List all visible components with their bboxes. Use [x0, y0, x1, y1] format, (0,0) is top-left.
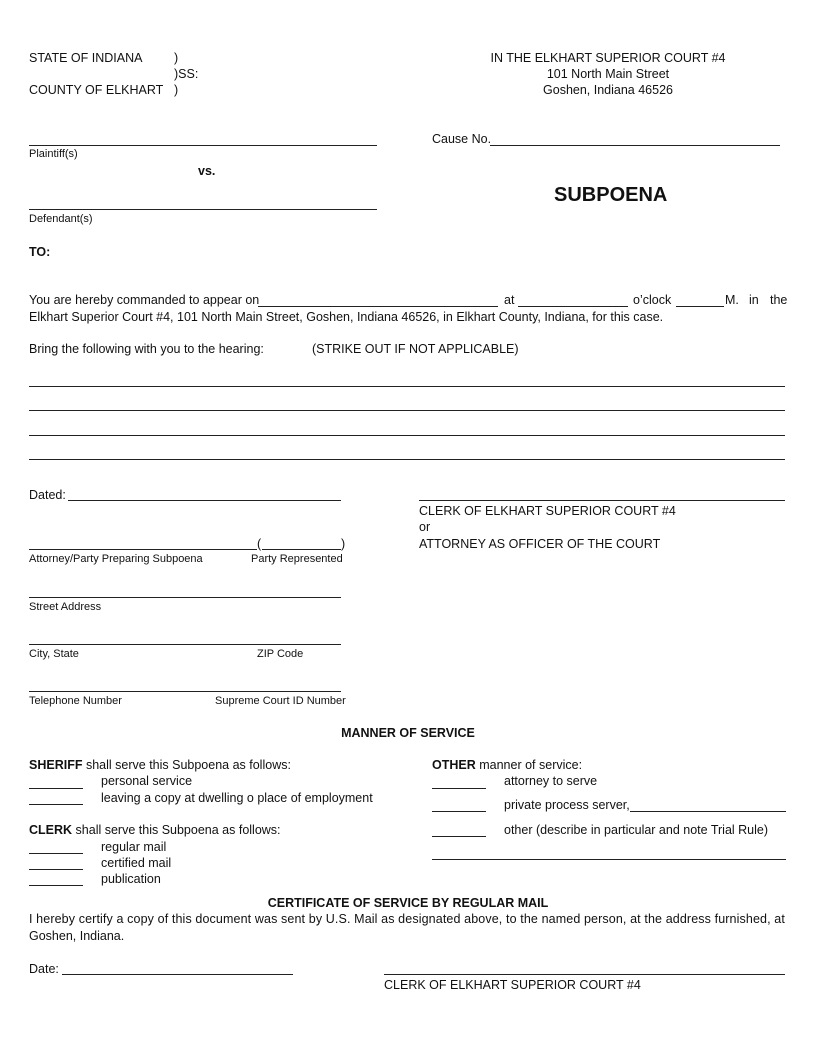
sheriff-heading [29, 758, 291, 773]
sheriff-option-2: leaving a copy at dwelling o place of employment [101, 791, 373, 805]
city-state-label: City, State [29, 648, 79, 660]
date-line[interactable] [62, 974, 293, 975]
appear-time-line[interactable] [518, 306, 628, 307]
clerk-check-line-2[interactable] [29, 869, 83, 870]
command-text-6: the [770, 293, 788, 307]
clerk-option-3: publication [101, 872, 161, 886]
certificate-clerk-line[interactable] [384, 974, 785, 975]
city-state-line[interactable] [29, 644, 341, 645]
sheriff-bold: SHERIFF [29, 758, 83, 772]
command-text-4: M. [725, 293, 739, 307]
command-line-2: Elkhart Superior Court #4, 101 North Main Street, Goshen, Indiana 46526, in Elkhart County, Indiana, for this case. [29, 310, 664, 324]
or-label: or [419, 520, 431, 534]
defendant-label: Defendant(s) [29, 213, 93, 225]
sheriff-rest: shall serve this Subpoena as follows: [85, 758, 291, 772]
other-check-line-2[interactable] [432, 811, 486, 812]
other-rest: manner of service: [479, 758, 583, 772]
certificate-line-2: Goshen, Indiana. [29, 929, 125, 943]
command-text-5: in [749, 293, 759, 307]
ampm-line[interactable] [676, 306, 724, 307]
plaintiff-line[interactable] [29, 145, 377, 146]
close-paren: ) [341, 537, 346, 551]
bring-label: Bring the following with you to the hearing: [29, 342, 264, 356]
appear-date-line[interactable] [258, 306, 498, 307]
paren-3: ) [174, 83, 179, 97]
certificate-clerk-label: CLERK OF ELKHART SUPERIOR COURT #4 [384, 978, 641, 992]
defendant-line[interactable] [29, 209, 377, 210]
command-text-2: at [504, 293, 515, 307]
other-check-line-1[interactable] [432, 788, 486, 789]
telephone-label: Telephone Number [29, 695, 122, 707]
clerk-check-line-3[interactable] [29, 885, 83, 886]
dated-label: Dated: [29, 488, 66, 502]
telephone-line[interactable] [29, 691, 341, 692]
attorney-signature-line[interactable] [29, 549, 257, 550]
county-label: COUNTY OF ELKHART [29, 83, 164, 97]
certificate-line-1: I hereby certify a copy of this document was sent by U.S. Mail as designated above, to the named person, at the address furnished, at [29, 912, 785, 926]
clerk-heading [29, 823, 281, 838]
court-name: IN THE ELKHART SUPERIOR COURT #4 [490, 51, 726, 65]
state-label: STATE OF INDIANA [29, 51, 143, 65]
bring-line-4[interactable] [29, 459, 785, 460]
clerk-check-line-1[interactable] [29, 853, 83, 854]
service-heading: MANNER OF SERVICE [341, 726, 475, 740]
bring-line-2[interactable] [29, 410, 785, 411]
other-describe-line[interactable] [432, 859, 786, 860]
command-text-3: o’clock [633, 293, 672, 307]
paren-1: ) [174, 51, 179, 65]
supreme-court-id-label: Supreme Court ID Number [215, 695, 346, 707]
date-label: Date: [29, 962, 59, 976]
sheriff-option-1: personal service [101, 774, 193, 788]
page-title: SUBPOENA [554, 184, 668, 206]
clerk-option-1: regular mail [101, 840, 167, 854]
bring-note: (STRIKE OUT IF NOT APPLICABLE) [312, 342, 519, 356]
clerk-label: CLERK OF ELKHART SUPERIOR COURT #4 [419, 504, 676, 518]
dated-line[interactable] [68, 500, 341, 501]
bring-line-3[interactable] [29, 435, 785, 436]
street-address-label: Street Address [29, 601, 102, 613]
party-represented-label: Party Represented [251, 553, 343, 565]
sheriff-check-line-1[interactable] [29, 788, 83, 789]
certificate-heading: CERTIFICATE OF SERVICE BY REGULAR MAIL [267, 896, 549, 910]
other-check-line-3[interactable] [432, 836, 486, 837]
clerk-signature-line[interactable] [419, 500, 785, 501]
other-bold: OTHER [432, 758, 476, 772]
to-label: TO: [29, 245, 51, 259]
open-paren: ( [257, 537, 262, 551]
zip-label: ZIP Code [257, 648, 304, 660]
sheriff-check-line-2[interactable] [29, 804, 83, 805]
bring-line-1[interactable] [29, 386, 785, 387]
attorney-party-label: Attorney/Party Preparing Subpoena [29, 553, 203, 565]
clerk-rest: shall serve this Subpoena as follows: [75, 823, 281, 837]
plaintiff-label: Plaintiff(s) [29, 148, 78, 160]
other-option-1: attorney to serve [504, 774, 598, 788]
street-address-line[interactable] [29, 597, 341, 598]
other-option-2: private process server, [504, 798, 630, 812]
vs-label: vs. [198, 164, 216, 178]
cause-label: Cause No. [432, 132, 492, 146]
other-option-3: other (describe in particular and note Trial Rule) [504, 823, 769, 837]
party-represented-line[interactable] [262, 549, 341, 550]
process-server-name-line[interactable] [630, 811, 786, 812]
cause-line[interactable] [490, 145, 780, 146]
clerk-bold: CLERK [29, 823, 73, 837]
command-text-1: You are hereby commanded to appear on [29, 293, 260, 307]
other-heading [432, 758, 582, 773]
court-street: 101 North Main Street [546, 67, 670, 81]
attorney-officer-label: ATTORNEY AS OFFICER OF THE COURT [419, 537, 661, 551]
court-city: Goshen, Indiana 46526 [543, 83, 673, 97]
clerk-option-2: certified mail [101, 856, 172, 870]
ss-label: )SS: [174, 67, 199, 81]
